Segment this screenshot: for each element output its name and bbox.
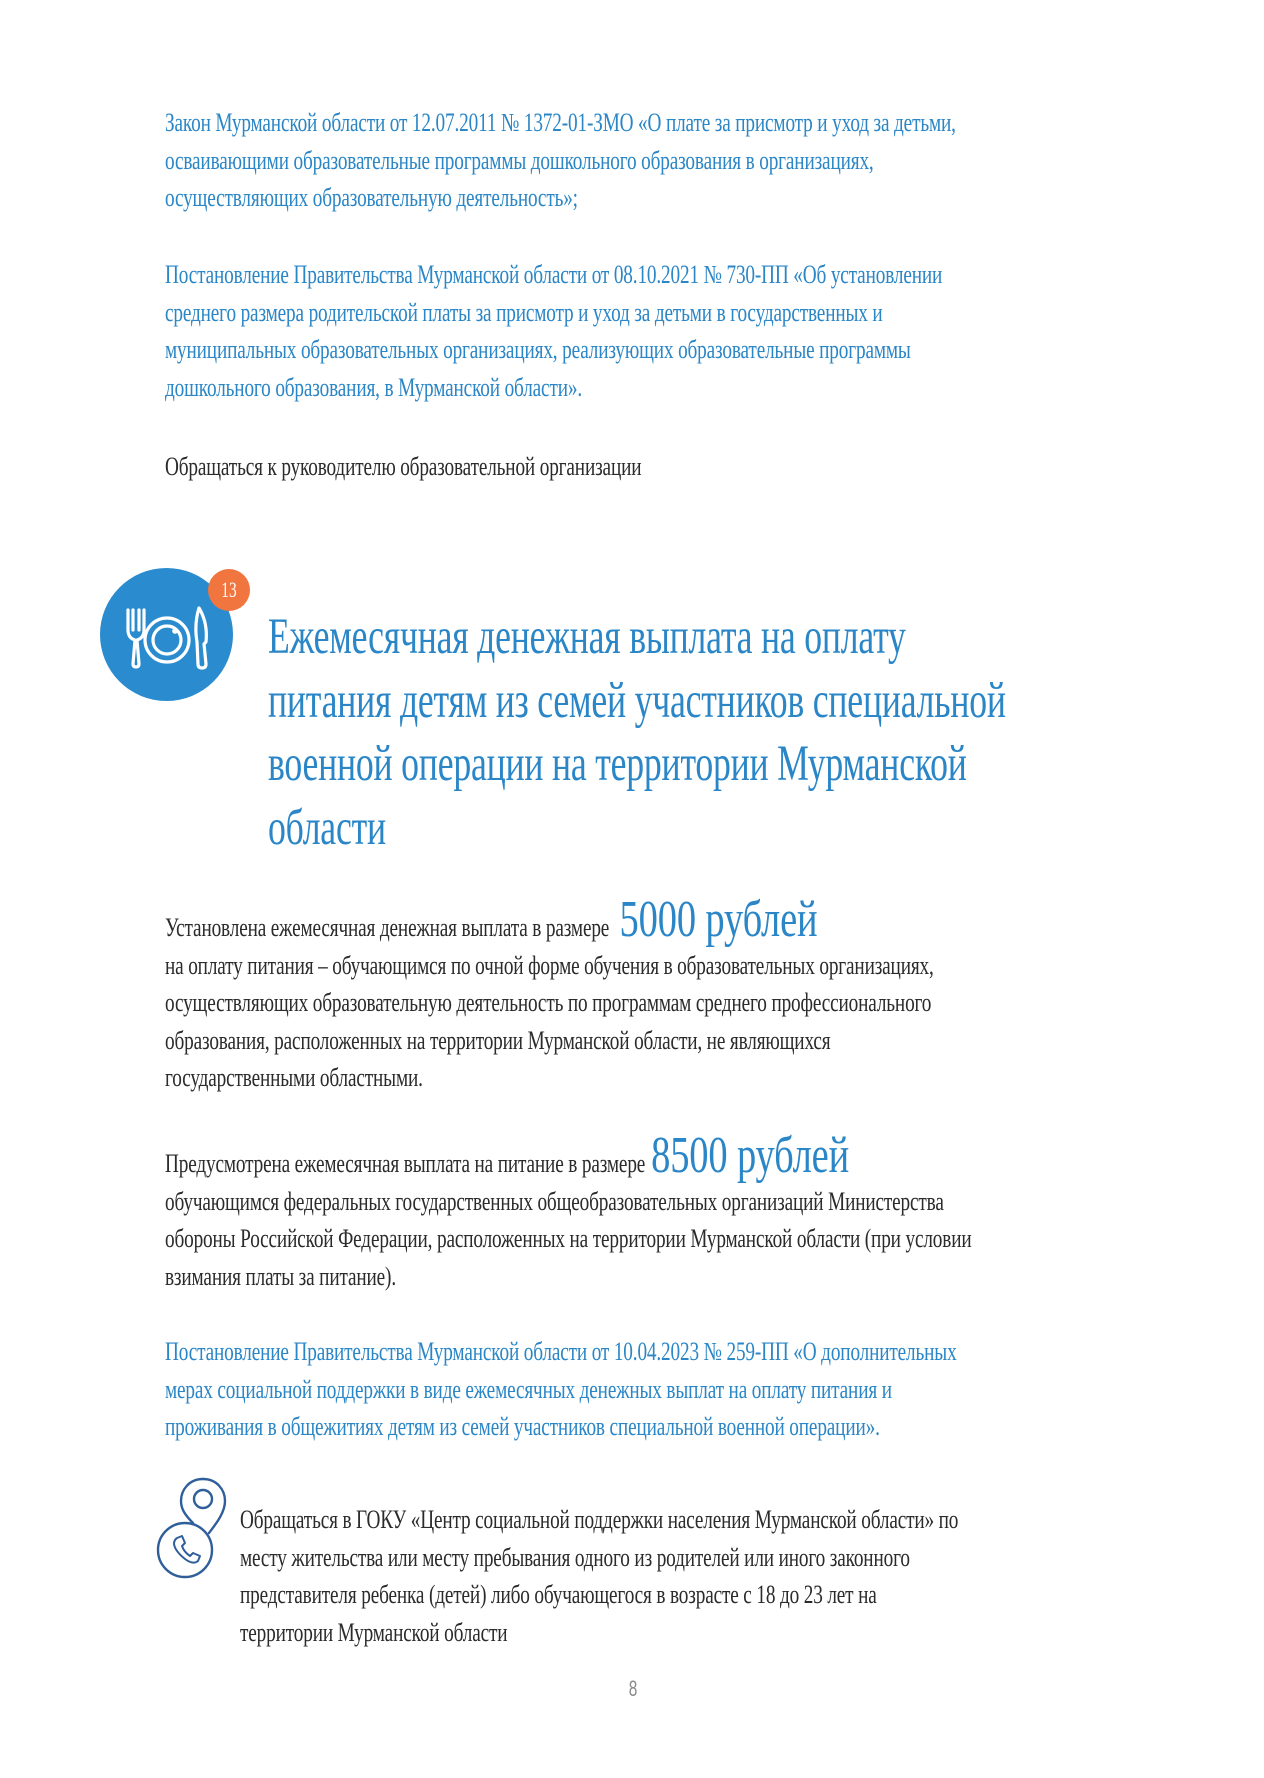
law-reference-1-line: Закон Мурманской области от 12.07.2011 № 1372-01-ЗМО «О плате за присмотр и уход за детьми,: [165, 108, 956, 137]
section-title-line: Ежемесячная денежная выплата на оплату: [268, 609, 906, 665]
payment-paragraph-1-line: на оплату питания – обучающимся по очной форме обучения в образовательных организациях,: [165, 950, 934, 980]
location-phone-icon-svg: [155, 1475, 230, 1580]
payment-paragraph-2: [165, 1127, 972, 1295]
section-number-badge: [208, 569, 250, 611]
payment-amount-5000: 5000 рублей: [619, 891, 818, 948]
page-number: 8: [628, 1676, 638, 1701]
section-title: [268, 606, 1006, 860]
law-reference-2-line: среднего размера родительской платы за присмотр и уход за детьми в государственных и: [165, 297, 883, 327]
law-reference-2: [165, 256, 942, 406]
law-reference-2-line: муниципальных образовательных организациях, реализующих образовательные программы: [165, 335, 911, 364]
payment-paragraph-1-lead: Установлена ежемесячная денежная выплата в размере: [165, 913, 610, 942]
contact-instruction-2: [240, 1501, 958, 1651]
contact-instruction-1: Обращаться к руководителю образовательной организации: [165, 452, 642, 481]
payment-paragraph-1: [165, 891, 934, 1097]
law-reference-3-line: Постановление Правительства Мурманской области от 10.04.2023 № 259-ПП «О дополнительных: [165, 1337, 957, 1366]
contact-instruction-2-line: территории Мурманской области: [240, 1617, 508, 1647]
section-title-line: питания детям из семей участников специальной: [268, 672, 1006, 729]
location-phone-icon: [155, 1475, 230, 1580]
contact-instruction-2-line: представителя ребенка (детей) либо обучающегося в возрасте с 18 до 23 лет на: [240, 1580, 877, 1609]
payment-paragraph-2-line: взимания платы за питание).: [165, 1261, 396, 1291]
contact-instruction-2-line: месту жительства или месту пребывания одного из родителей или иного законного: [240, 1542, 910, 1572]
law-reference-3: [165, 1333, 957, 1446]
payment-paragraph-1-lead-line: [165, 891, 934, 948]
payment-paragraph-2-line: обучающимся федеральных государственных общеобразовательных организаций Министерства: [165, 1186, 944, 1216]
law-reference-1-line: осваивающими образовательные программы дошкольного образования в организациях,: [165, 145, 874, 175]
law-reference-1: [165, 104, 956, 217]
law-reference-1-line: осуществляющих образовательную деятельность»;: [165, 183, 578, 212]
section-number: 13: [221, 577, 237, 602]
section-title-line: области: [268, 799, 386, 856]
law-reference-2-line: дошкольного образования, в Мурманской области».: [165, 372, 582, 402]
payment-paragraph-2-lead: Предусмотрена ежемесячная выплата на питание в размере: [165, 1149, 646, 1178]
law-reference-3-line: проживания в общежитиях детям из семей участников специальной военной операции».: [165, 1412, 880, 1441]
contact-instruction-2-line: Обращаться в ГОКУ «Центр социальной поддержки населения Мурманской области» по: [240, 1505, 959, 1534]
payment-amount-8500: 8500 рублей: [651, 1127, 850, 1184]
law-reference-3-line: мерах социальной поддержки в виде ежемесячных денежных выплат на оплату питания и: [165, 1374, 892, 1404]
payment-paragraph-2-line: обороны Российской Федерации, расположенных на территории Мурманской области (при условии: [165, 1224, 972, 1253]
payment-paragraph-1-line: государственными областными.: [165, 1063, 423, 1092]
payment-paragraph-1-line: осуществляющих образовательную деятельность по программам среднего профессионального: [165, 988, 932, 1017]
payment-paragraph-1-line: образования, расположенных на территории Мурманской области, не являющихся: [165, 1025, 831, 1055]
law-reference-2-line: Постановление Правительства Мурманской области от 08.10.2021 № 730-ПП «Об установлении: [165, 260, 943, 289]
payment-paragraph-2-lead-line: [165, 1127, 972, 1184]
section-title-line: военной операции на территории Мурманской: [268, 736, 967, 792]
